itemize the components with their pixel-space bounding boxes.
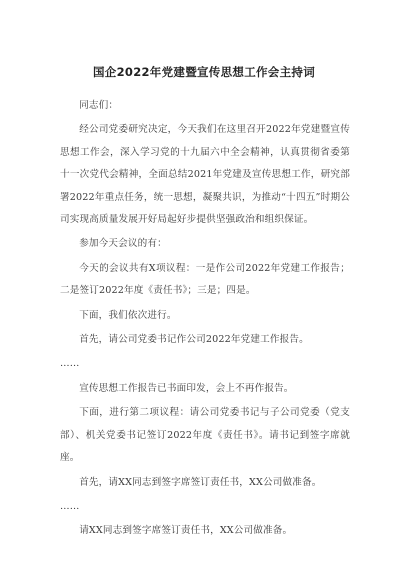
- paragraph-proceed: 下面，我们依次进行。: [79, 309, 177, 321]
- paragraph-report-note: 宣传思想工作报告已书面印发，会上不再作报告。: [79, 382, 294, 394]
- paragraph-ellipsis: ……: [60, 358, 80, 370]
- paragraph-greeting: 同志们：: [79, 100, 119, 111]
- paragraph-second-item: 下面，进行第二项议程：请公司党委书记与子公司党委（党支部）、机关党委书记签订2022年度《责任书》。请书记到签字席就座。: [60, 407, 350, 464]
- paragraph-sign-next: 请XX同志到签字席签订责任书，XX公司做准备。: [79, 525, 293, 537]
- paragraph-attendees: 参加今天会议的有：: [79, 238, 167, 250]
- paragraph-ellipsis-2: ……: [60, 500, 80, 512]
- document-title: 国企2022年党建暨宣传思想工作会主持词: [92, 65, 315, 79]
- document-body: [60, 95, 350, 545]
- paragraph-intro: 经公司党委研究决定，今天我们在这里召开2022年党建暨宣传思想工作会，深入学习党的十九届六中全会精神，认真贯彻省委第十一次党代会精神，全面总结2021年党建及宣传思想工作，研究部署2022年重点任务，统一思想，凝聚共识，为推动“十四五”时期公司实现高质量发展开好局起好步提供坚强政治和组织保证。: [60, 124, 350, 226]
- paragraph-sign-first: 首先，请XX同志到签字席签订责任书，XX公司做准备。: [79, 476, 322, 488]
- paragraph-first-item: 首先，请公司党委书记作公司2022年党建工作报告。: [79, 334, 309, 346]
- paragraph-agenda: 今天的会议共有X项议程：一是作公司2022年党建工作报告；二是签订2022年度《责任书》；三是；四是。: [60, 262, 350, 297]
